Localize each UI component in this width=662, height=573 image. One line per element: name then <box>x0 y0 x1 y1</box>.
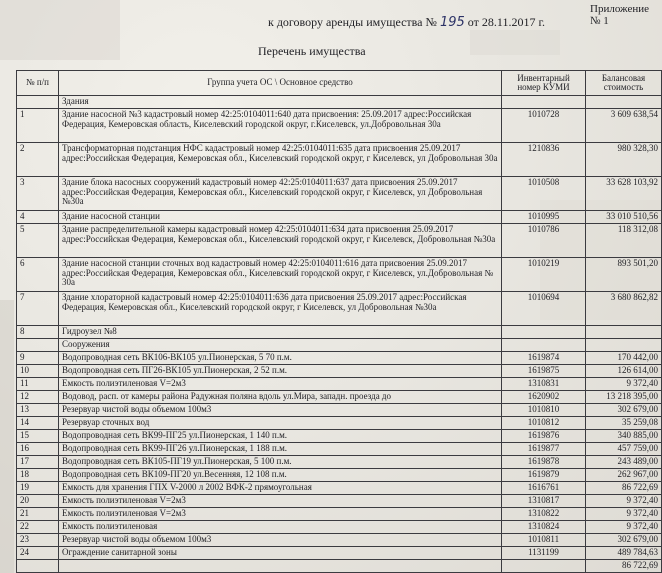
cell-inventory: 1010810 <box>502 404 586 417</box>
cell-inventory: 1010786 <box>502 224 586 258</box>
cell-description: Ограждение санитарной зоны <box>59 547 502 560</box>
cell-number: 14 <box>17 417 59 430</box>
table-header-row <box>17 71 662 96</box>
col-header-description: Группа учета ОС \ Основное средство <box>59 71 502 96</box>
table-row <box>17 521 662 534</box>
cell-number: 11 <box>17 378 59 391</box>
cell-description: Емкость полиэтиленовая <box>59 521 502 534</box>
table-row <box>17 211 662 224</box>
table-row <box>17 430 662 443</box>
cell-value: 9 372,40 <box>586 508 662 521</box>
cell-inventory: 1010728 <box>502 109 586 143</box>
cell-inventory: 1619877 <box>502 443 586 456</box>
cell-description: Трансформаторная подстанция НФС кадастровый номер 42:25:0104011:635 дата присвоения 25.09.2017 адрес:Российская Федерация, Кемеровская обл., Киселевский городской округ, г Киселевск, ул Добровольная 30а <box>59 143 502 177</box>
cell-description: Водопроводная сеть ВК109-ПГ20 ул.Весенняя, 12 108 п.м. <box>59 469 502 482</box>
cell-number: 17 <box>17 456 59 469</box>
cell-inventory: 1010694 <box>502 292 586 326</box>
cell-description: Емкость полиэтиленовая V=2м3 <box>59 508 502 521</box>
cell-description: Емкость полиэтиленовая V=2м3 <box>59 378 502 391</box>
cell-value <box>586 96 662 109</box>
cell-value: 340 885,00 <box>586 430 662 443</box>
cell-value: 35 259,08 <box>586 417 662 430</box>
cell-description: Резервуар чистой воды объемом 100м3 <box>59 534 502 547</box>
cell-number <box>17 96 59 109</box>
cell-value: 3 680 862,82 <box>586 292 662 326</box>
cell-value: 262 967,00 <box>586 469 662 482</box>
table-row <box>17 443 662 456</box>
cell-inventory <box>502 560 586 573</box>
table-row <box>17 96 662 109</box>
cell-inventory <box>502 339 586 352</box>
cell-number: 18 <box>17 469 59 482</box>
table-row <box>17 534 662 547</box>
cell-description: Водопроводная сеть ВК99-ПГ25 ул.Пионерская, 1 140 п.м. <box>59 430 502 443</box>
cell-inventory: 1010219 <box>502 258 586 292</box>
table-row <box>17 339 662 352</box>
cell-inventory: 1010995 <box>502 211 586 224</box>
cell-value <box>586 326 662 339</box>
cell-value: 9 372,40 <box>586 521 662 534</box>
cell-value: 893 501,20 <box>586 258 662 292</box>
appendix-label: Приложение № 1 <box>590 3 650 27</box>
cell-inventory: 1131199 <box>502 547 586 560</box>
cell-number: 1 <box>17 109 59 143</box>
cell-inventory: 1010812 <box>502 417 586 430</box>
table-row <box>17 560 662 573</box>
cell-value: 457 759,00 <box>586 443 662 456</box>
contract-prefix: к договору аренды имущества № <box>268 15 437 29</box>
cell-number: 16 <box>17 443 59 456</box>
table-row <box>17 469 662 482</box>
cell-number: 7 <box>17 292 59 326</box>
cell-inventory: 1616761 <box>502 482 586 495</box>
cell-number: 15 <box>17 430 59 443</box>
cell-number: 23 <box>17 534 59 547</box>
table-row <box>17 417 662 430</box>
cell-number: 20 <box>17 495 59 508</box>
table-row <box>17 224 662 258</box>
contract-number: 195 <box>439 15 465 30</box>
table-row <box>17 495 662 508</box>
cell-description: Водопроводная сеть ПГ26-ВК105 ул.Пионерская, 2 52 п.м. <box>59 365 502 378</box>
cell-value: 9 372,40 <box>586 495 662 508</box>
table-row <box>17 292 662 326</box>
table-row <box>17 404 662 417</box>
cell-value: 302 679,00 <box>586 534 662 547</box>
cell-inventory <box>502 96 586 109</box>
cell-description: Резервуар чистой воды объемом 100м3 <box>59 404 502 417</box>
cell-value <box>586 339 662 352</box>
cell-value: 33 628 103,92 <box>586 177 662 211</box>
cell-value: 243 489,00 <box>586 456 662 469</box>
cell-value: 3 609 638,54 <box>586 109 662 143</box>
table-row <box>17 365 662 378</box>
col-header-value: Балансовая стоимость <box>586 71 662 96</box>
cell-number: 5 <box>17 224 59 258</box>
table-row <box>17 456 662 469</box>
cell-description <box>59 560 502 573</box>
contract-line <box>268 15 545 30</box>
cell-value: 86 722,69 <box>586 482 662 495</box>
cell-value: 489 784,63 <box>586 547 662 560</box>
table-row <box>17 109 662 143</box>
cell-description: Здание распределительной камеры кадастровый номер 42:25:0104011:634 дата присвоения 25.09.2017 адрес:Российская Федерация, Кемеровская обл., Киселевский городской округ, г Киселевск, Добровольная №30а <box>59 224 502 258</box>
cell-description: Сооружения <box>59 339 502 352</box>
cell-value: 9 372,40 <box>586 378 662 391</box>
cell-description: Гидроузел №8 <box>59 326 502 339</box>
cell-value: 126 614,00 <box>586 365 662 378</box>
table-row <box>17 258 662 292</box>
cell-number: 24 <box>17 547 59 560</box>
cell-description: Водовод, расп. от камеры района Радужная поляна вдоль ул.Мира, западн. проезда до <box>59 391 502 404</box>
cell-description: Водопроводная сеть ВК99-ПГ26 ул.Пионерская, 1 188 п.м. <box>59 443 502 456</box>
cell-inventory: 1210836 <box>502 143 586 177</box>
cell-description: Здание хлораторной кадастровый номер 42:25:0104011:636 дата присвоения 25.09.2017 адрес:Российская Федерация, Кемеровская обл., Киселевский городской округ, г Киселевск, ул Добровольная №30а <box>59 292 502 326</box>
cell-number: 21 <box>17 508 59 521</box>
table-row <box>17 326 662 339</box>
cell-inventory: 1619879 <box>502 469 586 482</box>
col-header-inventory: Инвентарный номер КУМИ <box>502 71 586 96</box>
cell-value: 33 010 510,56 <box>586 211 662 224</box>
cell-inventory <box>502 326 586 339</box>
contract-date: от 28.11.2017 г. <box>467 15 546 29</box>
cell-inventory: 1010508 <box>502 177 586 211</box>
col-header-number: № п/п <box>17 71 59 96</box>
cell-description: Резервуар сточных вод <box>59 417 502 430</box>
cell-inventory: 1010811 <box>502 534 586 547</box>
cell-inventory: 1310822 <box>502 508 586 521</box>
cell-number: 13 <box>17 404 59 417</box>
cell-number: 12 <box>17 391 59 404</box>
cell-number: 19 <box>17 482 59 495</box>
cell-value: 980 328,30 <box>586 143 662 177</box>
cell-number: 8 <box>17 326 59 339</box>
cell-description: Здание насосной станции <box>59 211 502 224</box>
cell-inventory: 1619876 <box>502 430 586 443</box>
cell-number: 6 <box>17 258 59 292</box>
cell-description: Водопроводная сеть ВК106-ВК105 ул.Пионерская, 5 70 п.м. <box>59 352 502 365</box>
cell-description: Здание насосной №3 кадастровый номер 42:25:0104011:640 дата присвоения: 25.09.2017 адрес:Российская Федерация, Кемеровская область, Киселевский городской округ, г.Киселевск, ул.Добровольная 30а <box>59 109 502 143</box>
cell-description: Здание блока насосных сооружений кадастровый номер 42:25:0104011:637 дата присвоения 25.09.2017 адрес:Российская Федерация, Кемеровская обл., Киселевский городской округ, г Киселевск, ул Добровольная №30а <box>59 177 502 211</box>
cell-value: 13 218 395,00 <box>586 391 662 404</box>
cell-number: 9 <box>17 352 59 365</box>
cell-inventory: 1620902 <box>502 391 586 404</box>
cell-number: 3 <box>17 177 59 211</box>
cell-value: 302 679,00 <box>586 404 662 417</box>
assets-table-body <box>17 96 662 573</box>
cell-number: 4 <box>17 211 59 224</box>
table-row <box>17 143 662 177</box>
cell-number <box>17 560 59 573</box>
assets-table <box>16 70 662 573</box>
cell-inventory: 1310831 <box>502 378 586 391</box>
cell-description: Здания <box>59 96 502 109</box>
cell-description: Емкость полиэтиленовая V=2м3 <box>59 495 502 508</box>
cell-inventory: 1310817 <box>502 495 586 508</box>
table-row <box>17 378 662 391</box>
cell-inventory: 1619874 <box>502 352 586 365</box>
table-row <box>17 352 662 365</box>
cell-inventory: 1310824 <box>502 521 586 534</box>
cell-value: 86 722,69 <box>586 560 662 573</box>
cell-number: 22 <box>17 521 59 534</box>
table-row <box>17 177 662 211</box>
table-row <box>17 547 662 560</box>
cell-value: 170 442,00 <box>586 352 662 365</box>
cell-number <box>17 339 59 352</box>
cell-description: Здание насосной станции сточных вод кадастровый номер 42:25:0104011:616 дата присвоения 25.09.2017 адрес:Российская Федерация, Кемеровская обл., Киселевский городской округ, г Киселевск, ул.Добровольная № 30а <box>59 258 502 292</box>
table-row <box>17 391 662 404</box>
cell-inventory: 1619875 <box>502 365 586 378</box>
table-row <box>17 482 662 495</box>
cell-number: 10 <box>17 365 59 378</box>
cell-description: Водопроводная сеть ВК105-ПГ19 ул.Пионерская, 5 100 п.м. <box>59 456 502 469</box>
cell-value: 118 312,08 <box>586 224 662 258</box>
table-row <box>17 508 662 521</box>
cell-inventory: 1619878 <box>502 456 586 469</box>
cell-number: 2 <box>17 143 59 177</box>
document-title: Перечень имущества <box>258 44 366 58</box>
cell-description: Емкость для хранения ГПХ V-2000 л 2002 ВФК-2 прямоугольная <box>59 482 502 495</box>
